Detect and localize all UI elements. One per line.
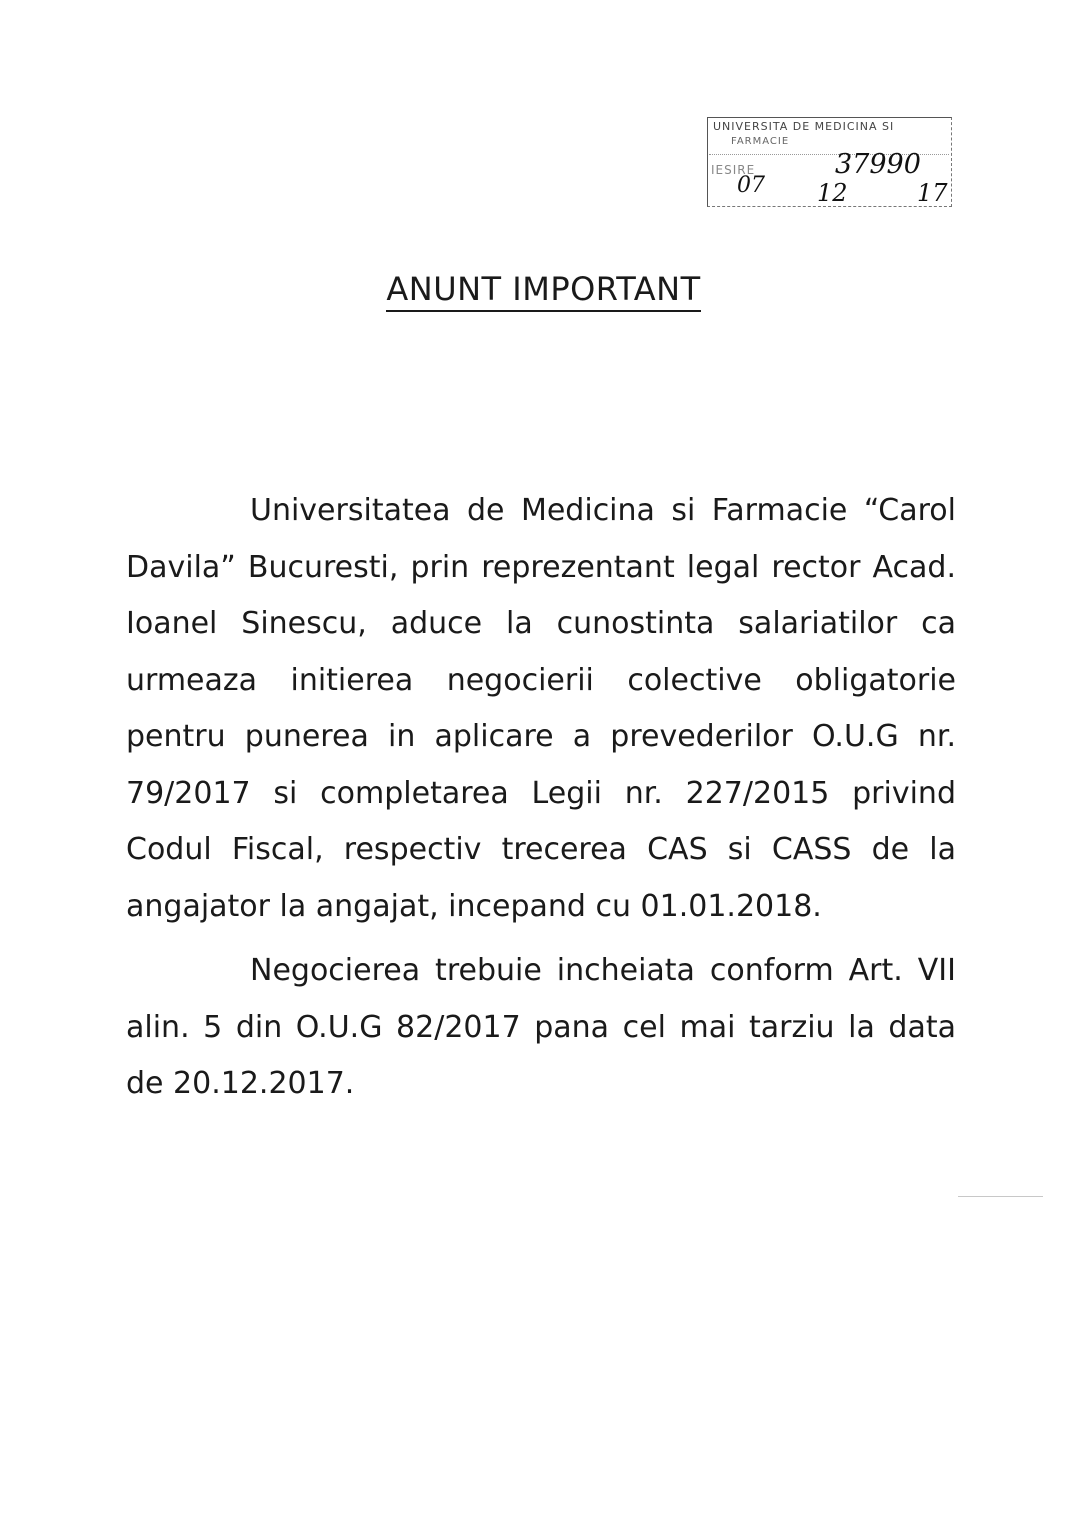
- stamp-handwritten-day: 07: [737, 173, 765, 198]
- stamp-handwritten-month: 12: [817, 179, 848, 207]
- document-body: [126, 483, 956, 1113]
- registration-stamp: [707, 117, 954, 209]
- stamp-institution-text: UNIVERSITA DE MEDICINA SI: [713, 120, 895, 133]
- scan-artifact-line: [958, 1196, 1043, 1197]
- stamp-exit-label: IESIRE: [711, 163, 756, 177]
- document-title-text: ANUNT IMPORTANT: [386, 270, 700, 312]
- stamp-institution-text-2: FARMACIE: [731, 136, 790, 147]
- body-paragraph-2: Negocierea trebuie incheiata conform Art. VII alin. 5 din O.U.G 82/2017 pana cel mai tarziu la data de 20.12.2017.: [126, 953, 956, 1101]
- stamp-handwritten-number: 37990: [835, 149, 921, 180]
- stamp-handwritten-year: 17: [917, 179, 948, 207]
- body-paragraph-1: Universitatea de Medicina si Farmacie “Carol Davila” Bucuresti, prin reprezentant legal rector Acad. Ioanel Sinescu, aduce la cunostinta salariatilor ca urmeaza initierea negocierii colective obligatorie pentru punerea in aplicare a prevederilor O.U.G nr. 79/2017 si completarea Legii nr. 227/2015 privind Codul Fiscal, respectiv trecerea CAS si CASS de la angajator la angajat, incepand cu 01.01.2018.: [126, 493, 956, 924]
- document-title: [0, 270, 1087, 308]
